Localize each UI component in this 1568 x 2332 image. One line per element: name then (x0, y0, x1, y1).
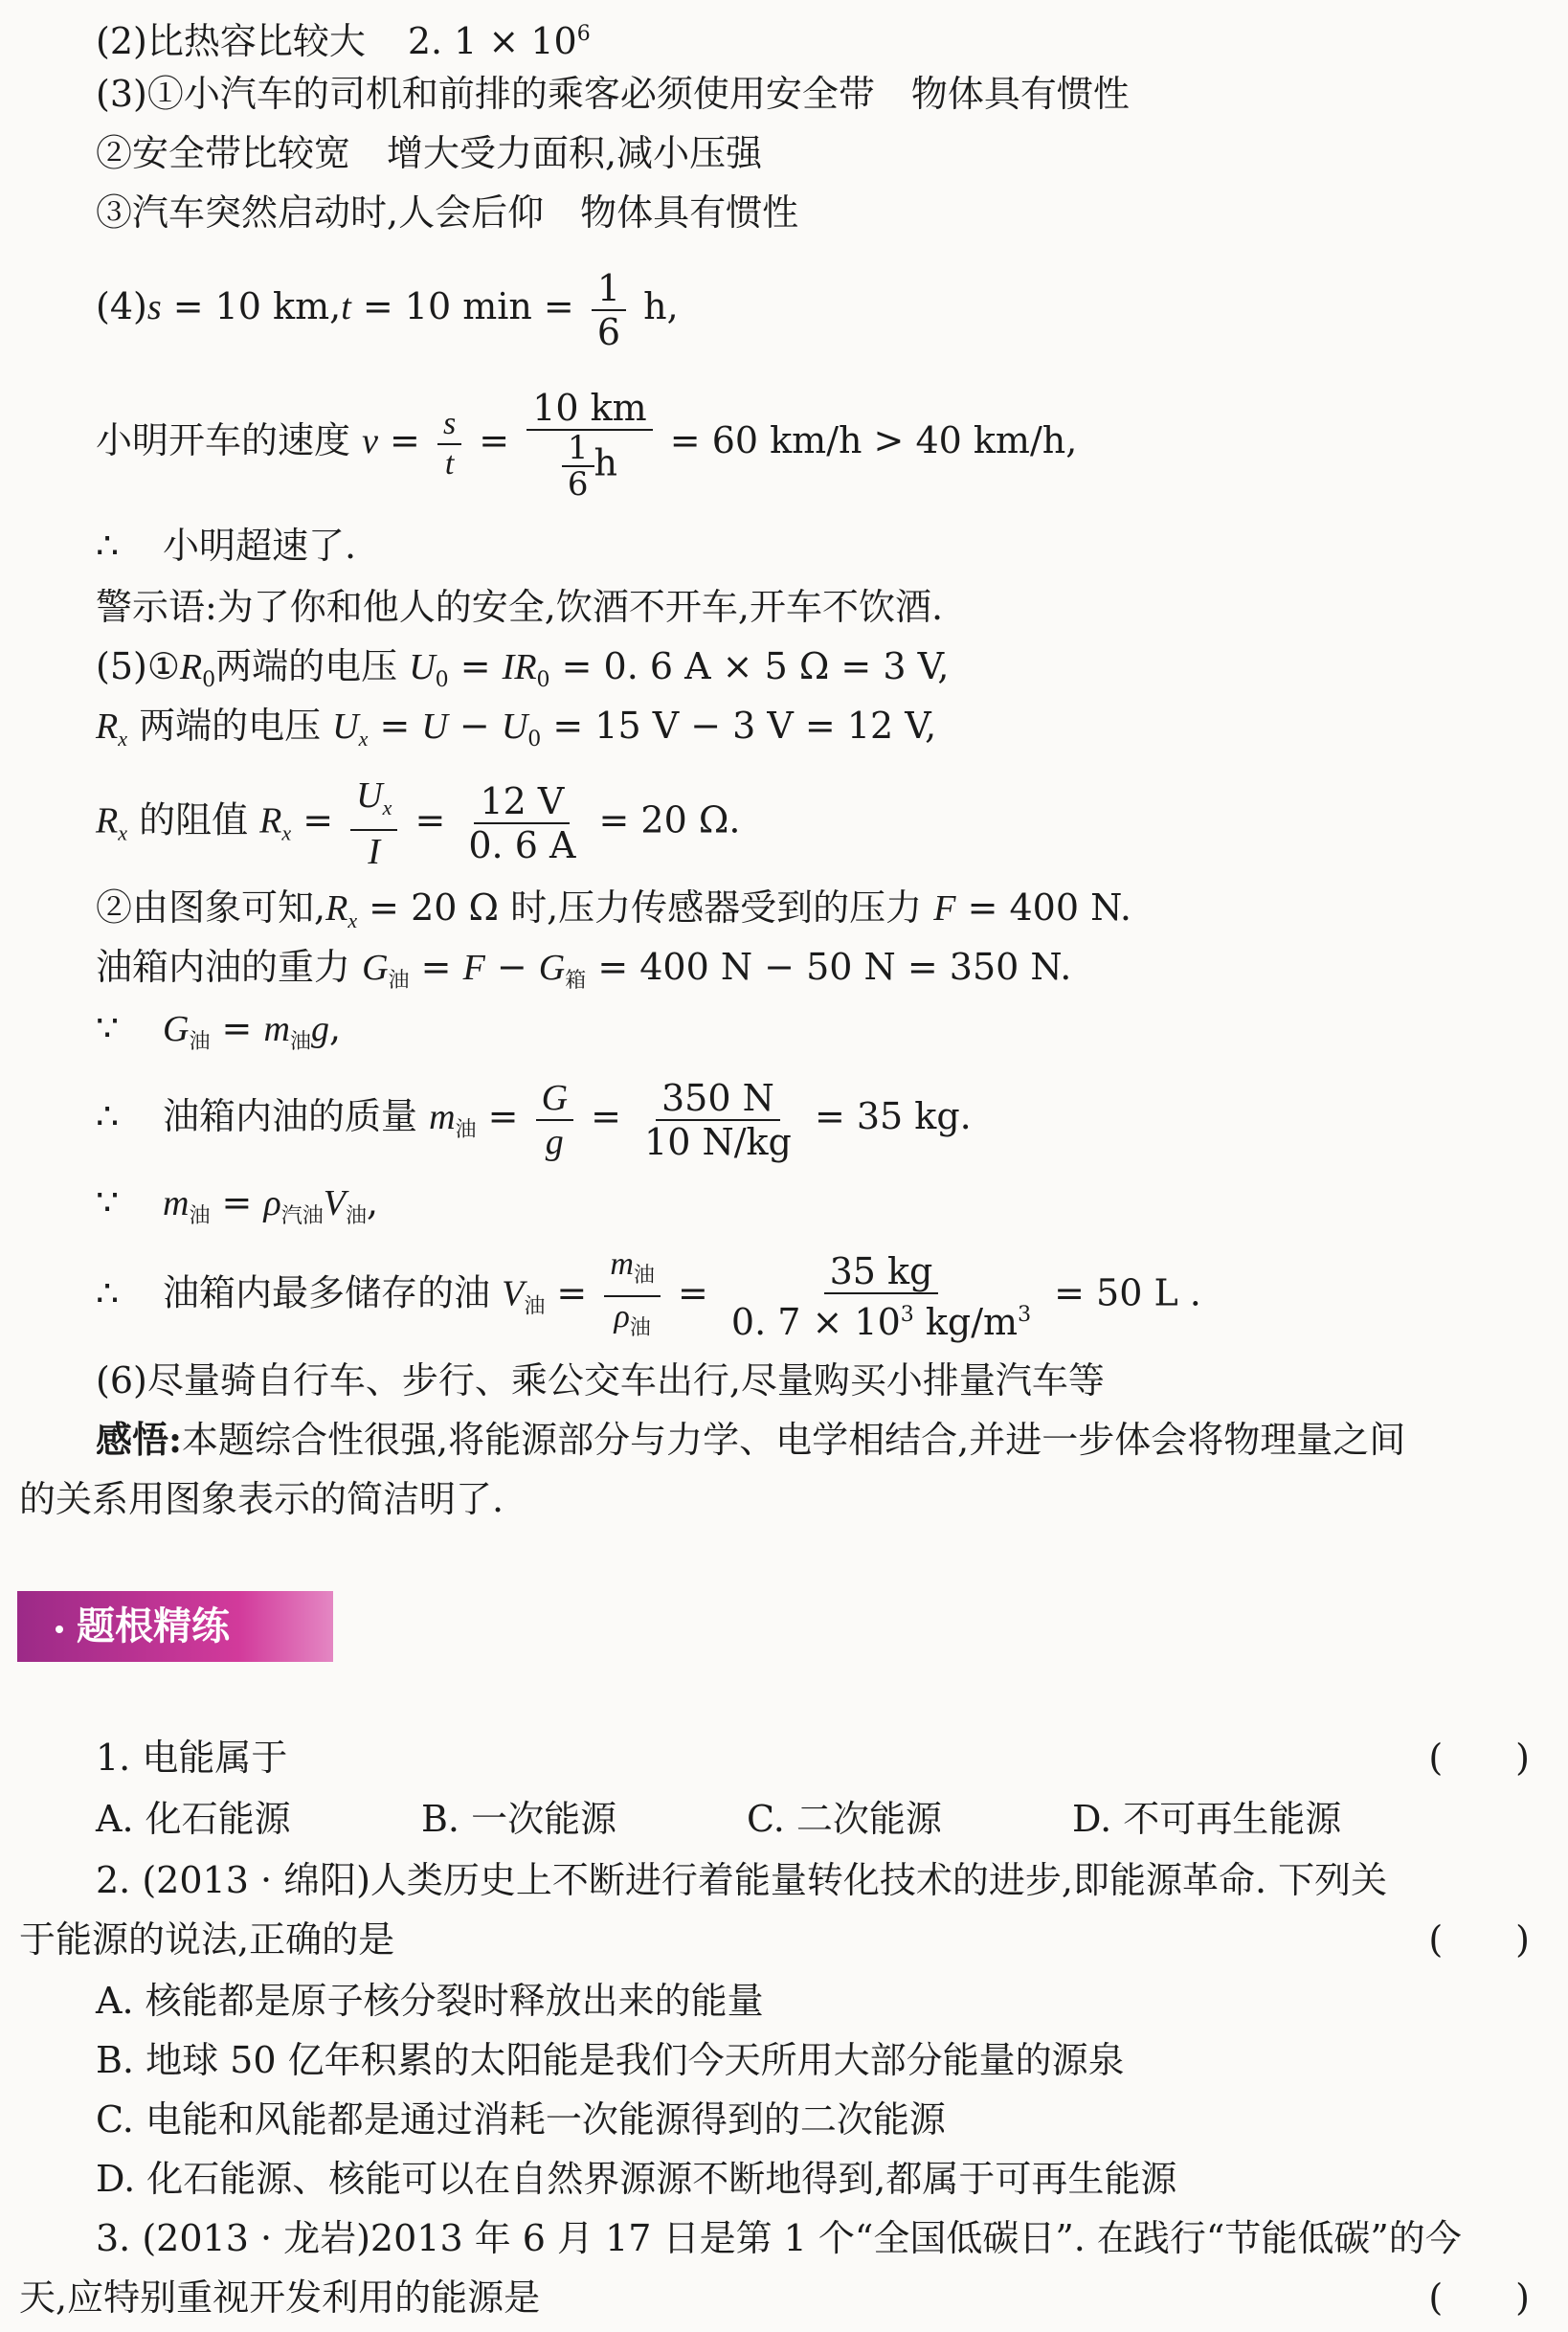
fraction-s-over-t (437, 405, 461, 483)
fraction-one-sixth (592, 267, 626, 353)
equals-sign: = (579, 1095, 634, 1137)
question-2-stem-2: 于能源的说法,正确的是 (19, 1918, 395, 1961)
fraction-denominator: 6 (596, 310, 621, 353)
equals-sign: = (210, 1007, 264, 1049)
section-title: 题根精练 (77, 1603, 230, 1648)
fraction-denominator (556, 428, 623, 504)
equals-sign: = (665, 1271, 720, 1314)
given-time: = 10 min = (350, 285, 586, 327)
subscript-box: 箱 (565, 969, 587, 993)
answer-5-line-8: ∵ $m_油 = \rho_{汽油}V_油$, (96, 1181, 379, 1228)
question-1-stem: 1. 电能属于 (96, 1737, 288, 1779)
var-R: R (179, 647, 203, 687)
var-t: t (341, 287, 351, 327)
subscript-oil: 油 (455, 1118, 477, 1142)
minus-sign: − (447, 705, 502, 747)
section-header (17, 1591, 333, 1662)
fraction-denominator: g (545, 1121, 564, 1162)
subscript-x: x (358, 727, 369, 751)
var-m: m (610, 1246, 634, 1282)
subscript-oil: 油 (289, 1030, 311, 1054)
fraction-m-over-rho (604, 1244, 661, 1348)
text: = 20 Ω 时,压力传感器受到的压力 (357, 886, 934, 929)
speed-label: 小明开车的速度 (96, 419, 363, 461)
text: 的阻值 (126, 798, 260, 841)
equals-sign: = (476, 1095, 530, 1137)
fraction-denominator: 10 N/kg (644, 1120, 792, 1163)
var-F: F (933, 888, 956, 929)
fraction-denominator (726, 1294, 1037, 1343)
equals-sign: = (545, 1271, 599, 1314)
answer-5-line-5 (96, 944, 1071, 1004)
fraction-numerator: 10 km (526, 387, 653, 431)
fraction-numerator: s (437, 405, 461, 445)
density-value: 0. 7 × 10 (730, 1300, 901, 1343)
var-G: G (538, 948, 566, 988)
equals-sign: = (291, 798, 346, 841)
option-d: D. 不可再生能源 (1072, 1798, 1342, 1840)
subscript-oil: 油 (633, 1264, 655, 1288)
subscript-oil: 油 (189, 1204, 211, 1228)
answer-2-value: 2. 1 × 10 (407, 20, 577, 62)
calc-U0: = 0. 6 A × 5 Ω = 3 V, (549, 645, 950, 687)
fraction-numerator: G (536, 1077, 573, 1121)
question-2-option-a: A. 核能都是原子核分裂时释放出来的能量 (96, 1980, 764, 2022)
unit-hour: h, (632, 285, 679, 327)
equals-sign: = (403, 798, 458, 841)
insight-text: 本题综合性很强,将能源部分与力学、电学相结合,并进一步体会将物理量之间 (182, 1419, 1406, 1461)
text: 两端的电压 (126, 705, 333, 747)
calc-G-oil: = 400 N − 50 N = 350 N. (586, 946, 1072, 988)
var-G: G (163, 1009, 190, 1049)
fraction-numerator: 12 V (474, 780, 570, 824)
therefore-symbol: ∴ (96, 1271, 120, 1314)
fraction-speed (526, 387, 653, 502)
fraction-numerator: 1 (592, 267, 626, 311)
subscript-x: x (118, 820, 127, 845)
density-unit: kg/m (913, 1300, 1019, 1343)
answer-4-speed (96, 373, 1077, 508)
text: 两端的电压 (215, 645, 410, 687)
fraction-denominator: 0. 6 A (468, 824, 576, 866)
fraction-volume (726, 1250, 1037, 1343)
question-2-answer-blank: ( ) (1428, 1918, 1530, 1961)
fraction-denominator: I (368, 832, 381, 872)
question-2-stem-1: 2. (2013 · 绵阳)人类历史上不断进行着能量转化技术的进步,即能源革命. 下列关 (96, 1859, 1388, 1901)
question-3-stem-2: 天,应特别重视开发利用的能源是 (19, 2276, 541, 2319)
var-IR: IR (502, 647, 537, 687)
var-V: V (323, 1183, 346, 1223)
subscript-0: 0 (536, 668, 550, 692)
answer-5-line-6: ∵ $G_油 = m_油g$, (96, 1007, 342, 1054)
text: 油箱内油的质量 (163, 1095, 430, 1137)
subscript-x: x (281, 820, 292, 845)
var-U: U (409, 647, 436, 687)
calc-Ux: = 15 V − 3 V = 12 V, (541, 705, 937, 747)
subscript-0: 0 (202, 668, 216, 692)
because-symbol: ∵ (96, 1181, 120, 1223)
var-m: m (263, 1009, 290, 1049)
fraction-numerator: 1 (562, 431, 594, 467)
warning-slogan: 警示语:为了你和他人的安全,饮酒不开车,开车不饮酒. (96, 586, 944, 628)
text: 油箱内最多储存的油 (163, 1271, 503, 1314)
result-volume: = 50 L . (1042, 1271, 1201, 1314)
var-v: v (362, 421, 378, 461)
answer-5-line-3 (96, 774, 740, 880)
conclusion-text: 小明超速了. (163, 525, 357, 567)
subscript-x: x (382, 796, 392, 819)
answer-5-line-9 (96, 1244, 1201, 1354)
option-c: C. 二次能源 (747, 1798, 942, 1840)
subscript-0: 0 (527, 728, 542, 751)
because-symbol: ∵ (96, 1007, 120, 1049)
var-g: g (310, 1009, 329, 1049)
fraction-denominator: t (444, 445, 455, 482)
answer-3-line-3: ③汽车突然启动时,人会后仰 物体具有惯性 (96, 191, 799, 234)
answer-4-prefix: (4) (96, 285, 147, 327)
fraction-resistance (462, 780, 581, 866)
answer-2-label: (2)比热容比较大 (96, 20, 366, 62)
minus-sign: − (484, 946, 539, 988)
var-F: F (462, 948, 485, 988)
question-3-answer-blank: ( ) (1428, 2276, 1530, 2319)
answer-5-line-2 (96, 703, 936, 763)
question-2-option-b: B. 地球 50 亿年积累的太阳能是我们今天所用大部分能量的源泉 (96, 2039, 1125, 2081)
text: ②由图象可知, (96, 886, 326, 929)
var-G: G (362, 948, 389, 988)
subscript-gasoline: 汽油 (280, 1204, 324, 1228)
bullet-icon (56, 1626, 63, 1633)
question-1-options (96, 1796, 1341, 1842)
option-a: A. 化石能源 (96, 1798, 291, 1840)
given-distance: = 10 km, (161, 285, 342, 327)
fraction-denominator (608, 1297, 656, 1348)
therefore-symbol: ∴ (96, 1095, 120, 1137)
var-rho: ρ (263, 1183, 281, 1223)
exponent: 3 (900, 1302, 914, 1327)
var-U: U (501, 706, 528, 747)
var-U: U (356, 775, 383, 816)
subscript-oil: 油 (388, 969, 410, 993)
exponent: 3 (1018, 1302, 1032, 1327)
insight-line-2: 的关系用图象表示的简洁明了. (19, 1478, 504, 1520)
fraction-mass (638, 1077, 797, 1163)
equals-sign: = (448, 645, 503, 687)
equals-sign: = (368, 705, 422, 747)
answer-3-line-2: ②安全带比较宽 增大受力面积,减小压强 (96, 132, 763, 174)
fraction-numerator (604, 1244, 661, 1297)
answer-5-line-7 (96, 1070, 972, 1177)
answer-3-line-1: (3)①小汽车的司机和前排的乘客必须使用安全带 物体具有惯性 (96, 73, 1130, 115)
subscript-oil: 油 (189, 1030, 211, 1054)
var-U: U (332, 706, 359, 747)
speed-result: = 60 km/h > 40 km/h, (658, 419, 1078, 461)
answer-4-conclusion (96, 523, 356, 569)
question-2-option-c: C. 电能和风能都是通过消耗一次能源得到的二次能源 (96, 2098, 946, 2141)
fraction-numerator: 35 kg (824, 1250, 939, 1294)
subscript-oil: 油 (345, 1204, 367, 1228)
fraction-numerator (350, 774, 397, 831)
fraction-denominator: 6 (567, 464, 589, 504)
subscript-x: x (118, 727, 127, 751)
answer-5-prefix: (5)① (96, 645, 180, 687)
subscript-oil: 油 (629, 1316, 651, 1340)
var-m: m (163, 1183, 190, 1223)
insight-line-1 (96, 1417, 1405, 1463)
equals-sign: = (409, 946, 463, 988)
answer-2 (96, 11, 591, 64)
var-m: m (429, 1097, 456, 1137)
result-Rx: = 20 Ω. (587, 798, 741, 841)
answer-4-given (96, 260, 679, 353)
var-R: R (325, 888, 348, 929)
therefore-symbol: ∴ (96, 525, 120, 567)
fraction-Ux-over-I (350, 774, 397, 873)
var-U: U (421, 706, 448, 747)
var-R: R (96, 800, 119, 841)
fraction-G-over-g (536, 1077, 573, 1163)
equals-sign: = (210, 1181, 264, 1223)
subscript-0: 0 (435, 668, 449, 692)
var-s: s (146, 287, 162, 327)
var-rho: ρ (614, 1299, 630, 1334)
question-1-answer-blank: ( ) (1428, 1737, 1530, 1779)
answer-5-line-1 (96, 643, 949, 704)
fraction-numerator: 350 N (656, 1077, 780, 1121)
answer-2-exponent: 6 (576, 22, 591, 46)
result-F: = 400 N. (955, 886, 1131, 929)
subscript-x: x (347, 908, 358, 932)
result-mass: = 35 kg. (802, 1095, 972, 1137)
unit-hour: h (594, 441, 618, 483)
var-R: R (96, 706, 119, 747)
question-3-stem-1: 3. (2013 · 龙岩)2013 年 6 月 17 日是第 1 个“全国低碳日”. 在践行“节能低碳”的今 (96, 2217, 1462, 2259)
var-V: V (502, 1273, 525, 1314)
var-R: R (259, 800, 282, 841)
answer-5-line-4 (96, 885, 1131, 944)
insight-label: 感悟: (96, 1418, 183, 1461)
equals-sign: = (377, 419, 432, 461)
option-b: B. 一次能源 (421, 1798, 617, 1840)
subscript-oil: 油 (524, 1294, 546, 1319)
question-2-option-d: D. 化石能源、核能可以在自然界源源不断地得到,都属于可再生能源 (96, 2158, 1177, 2200)
fraction-one-sixth-small (562, 428, 594, 504)
text: 油箱内油的重力 (96, 946, 363, 988)
equals-sign: = (467, 419, 522, 461)
answer-6: (6)尽量骑自行车、步行、乘公交车出行,尽量购买小排量汽车等 (96, 1359, 1105, 1401)
